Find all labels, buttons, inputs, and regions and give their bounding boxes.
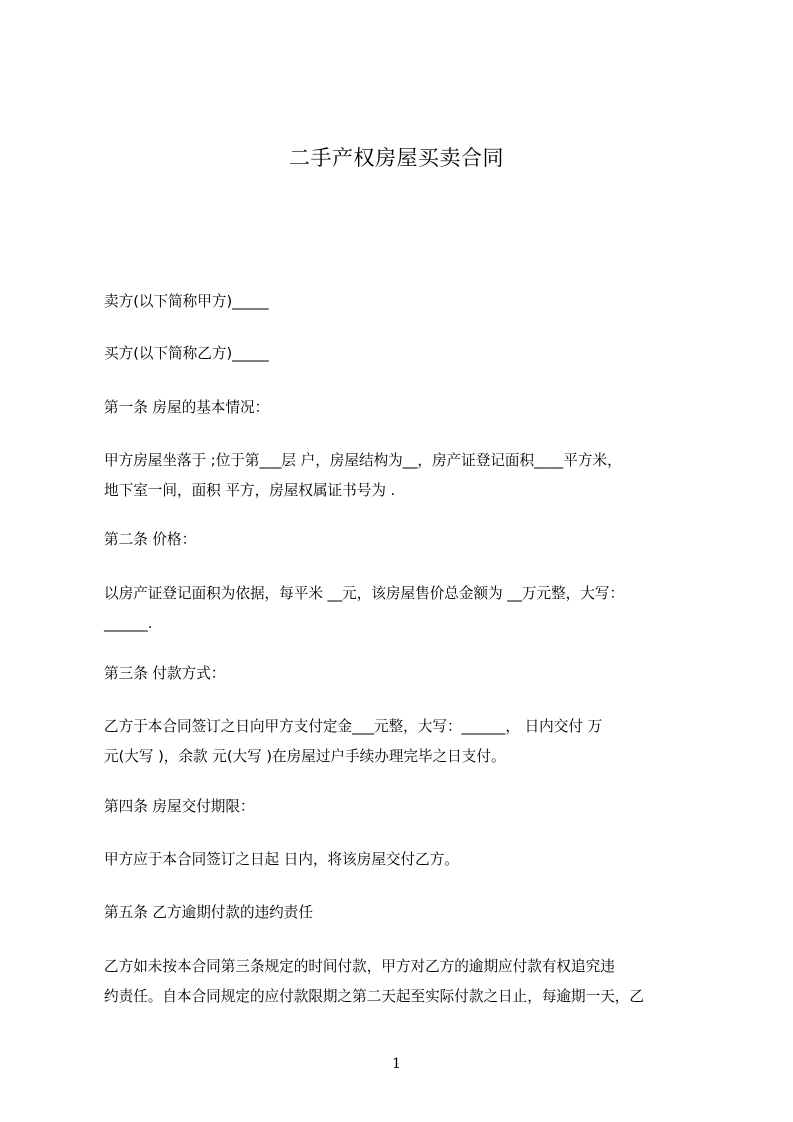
article1-body-line: 地下室一间，面积 平方，房屋权属证书号为 . bbox=[104, 482, 396, 499]
article1-heading bbox=[104, 393, 710, 423]
article3-body-line: 元(大写 )，余款 元(大写 )在房屋过户手续办理完毕之日支付。 bbox=[104, 748, 506, 765]
article2-body-line: 以房产证登记面积为依据，每平米 __元，该房屋售价总金额为 __万元整，大写： bbox=[104, 585, 625, 602]
article5-heading bbox=[104, 898, 710, 928]
page-number: 1 bbox=[392, 1056, 401, 1072]
article3-body bbox=[104, 712, 710, 772]
article5-body bbox=[104, 952, 710, 1012]
buyer-line-text: 买方(以下简称乙方)_____ bbox=[104, 345, 269, 362]
article1-body-line: 甲方房屋坐落于 ;位于第___层 户，房屋结构为__，房产证登记面积____平方米， bbox=[104, 452, 622, 469]
article5-heading-text: 第五条 乙方逾期付款的违约责任 bbox=[104, 904, 313, 921]
article3-heading bbox=[104, 659, 710, 689]
article2-heading-text: 第二条 价格： bbox=[104, 531, 197, 548]
document-title: 二手产权房屋买卖合同 bbox=[289, 146, 504, 170]
seller-line-text: 卖方(以下简称甲方)_____ bbox=[104, 293, 269, 310]
article4-body-line: 甲方应于本合同签订之日起 日内，将该房屋交付乙方。 bbox=[104, 851, 459, 868]
article3-body-line: 乙方于本合同签订之日向甲方支付定金___元整，大写：______， 日内交付 万 bbox=[104, 718, 603, 735]
article1-heading-text: 第一条 房屋的基本情况： bbox=[104, 399, 270, 416]
article2-heading bbox=[104, 525, 710, 555]
article4-heading bbox=[104, 792, 710, 822]
article4-body bbox=[104, 845, 710, 875]
article4-heading-text: 第四条 房屋交付期限： bbox=[104, 798, 255, 815]
seller-line bbox=[104, 287, 710, 317]
buyer-line bbox=[104, 339, 710, 369]
article5-body-line: 约责任。自本合同规定的应付款限期之第二天起至实际付款之日止，每逾期一天，乙 bbox=[104, 988, 644, 1005]
article1-body bbox=[104, 446, 710, 506]
article2-body bbox=[104, 579, 710, 639]
article5-body-line: 乙方如未按本合同第三条规定的时间付款，甲方对乙方的逾期应付款有权追究违 bbox=[104, 958, 615, 975]
article3-heading-text: 第三条 付款方式： bbox=[104, 665, 226, 682]
article2-body-line: ______. bbox=[104, 615, 153, 632]
